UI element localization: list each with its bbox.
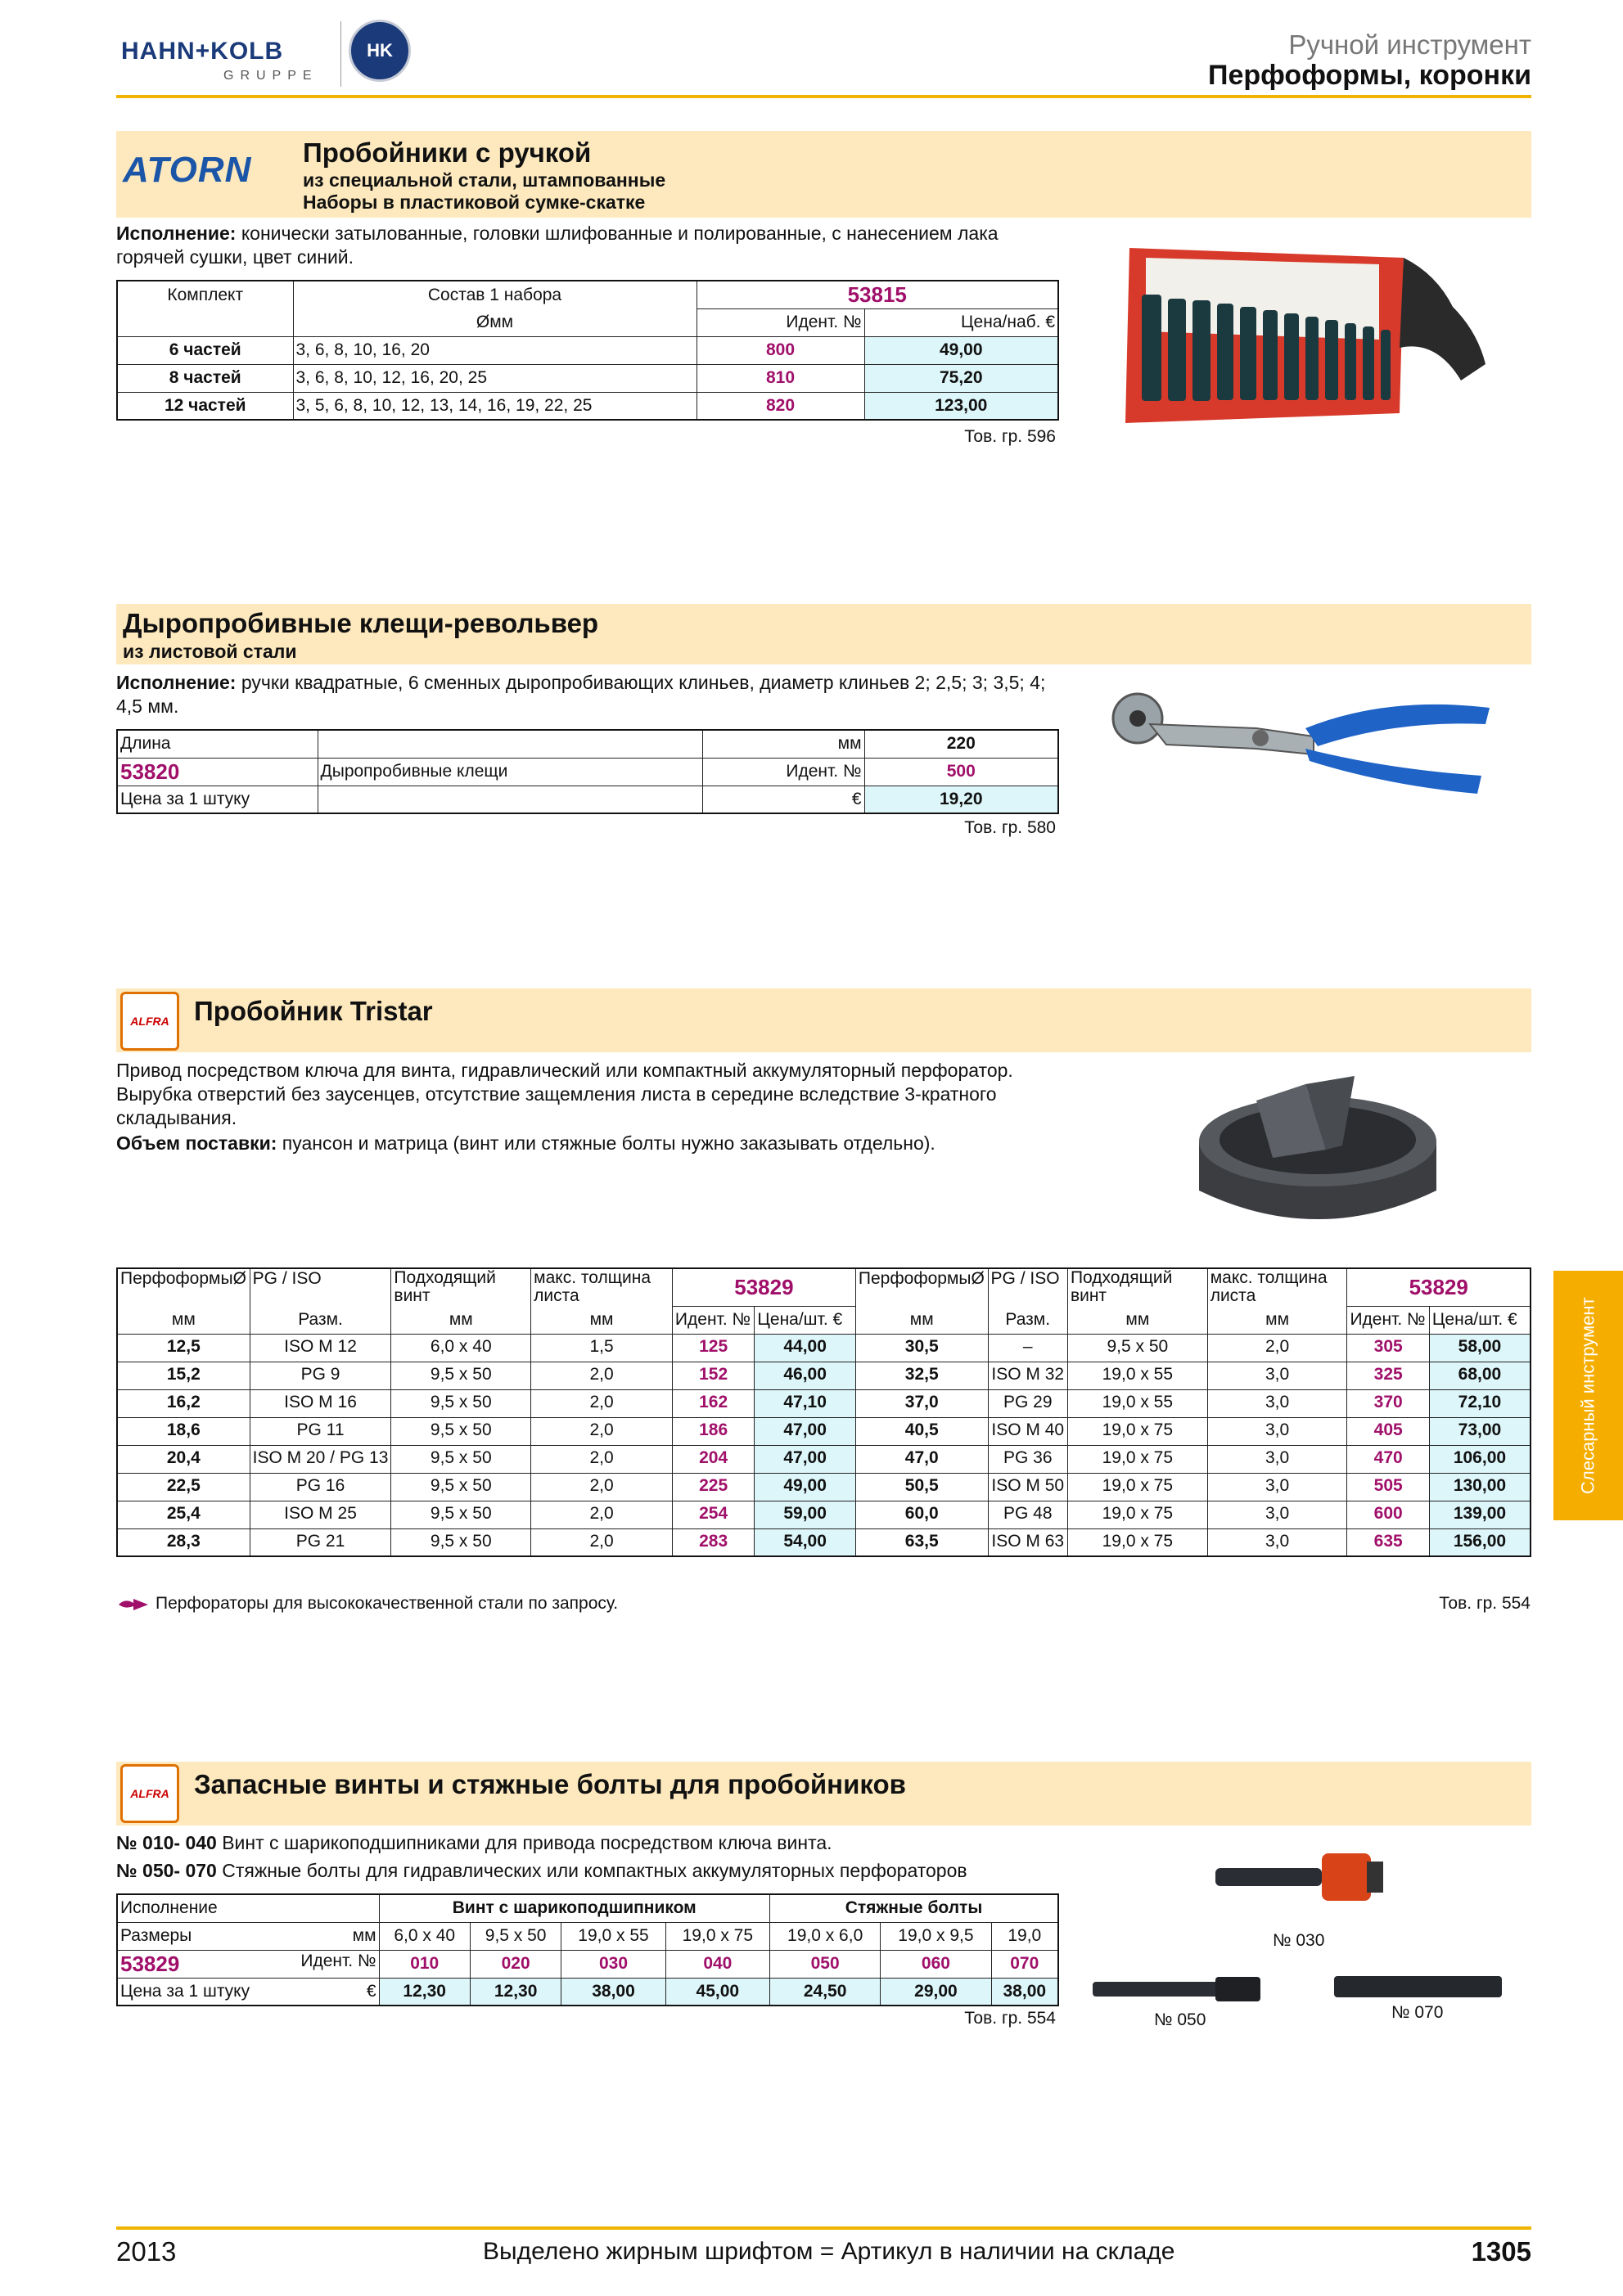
brand-sub: GRUPPE (223, 69, 318, 83)
table-row: 16,2 ISO M 16 9,5 x 50 2,0 162 47,10 37,0 PG 29 19,0 x 55 3,0 370 72,10 (117, 1389, 1531, 1417)
section4-group: Тов. гр. 554 (964, 2009, 1056, 2028)
section2-sub: из листовой стали (123, 641, 297, 662)
brand-name: HAHN+KOLB (121, 38, 284, 65)
table-row: 12,5 ISO M 12 6,0 x 40 1,5 125 44,00 30,5 – 9,5 x 50 2,0 305 58,00 (117, 1334, 1531, 1362)
label-070: № 070 (1391, 2003, 1444, 2022)
section2-group: Тов. гр. 580 (964, 818, 1056, 837)
footer-rule (116, 2226, 1531, 2230)
footer-legend: Выделено жирным шрифтом = Артикул в наличии на складе (483, 2238, 1175, 2265)
footer-year: 2013 (116, 2236, 177, 2267)
table-row: 15,2 PG 9 9,5 x 50 2,0 152 46,00 32,5 ISO M 32 19,0 x 55 3,0 325 68,00 (117, 1362, 1531, 1389)
hk-emblem-icon: HK (349, 20, 411, 82)
table-row: 25,4 ISO M 25 9,5 x 50 2,0 254 59,00 60,0 PG 48 19,0 x 75 3,0 600 139,00 (117, 1501, 1531, 1528)
table-row: 6 частей 3, 6, 8, 10, 16, 20 800 49,00 (117, 336, 1058, 364)
subcategory-title: Перфоформы, коронки (1208, 60, 1531, 91)
page-number: 1305 (1471, 2236, 1531, 2267)
article-53829: 53829 (120, 1951, 180, 1976)
table-row: 18,6 PG 11 9,5 x 50 2,0 186 47,00 40,5 ISO M 40 19,0 x 75 3,0 405 73,00 (117, 1417, 1531, 1445)
header-rule (116, 95, 1531, 98)
section4-line1: № 010- 040 Винт с шарикоподшипниками для привода посредством ключа винта. (116, 1832, 832, 1853)
section1-sub2: Наборы в пластиковой сумке-скатке (303, 191, 646, 213)
table-row: 28,3 PG 21 9,5 x 50 2,0 283 54,00 63,5 ISO M 63 19,0 x 75 3,0 635 156,00 (117, 1528, 1531, 1556)
label-050: № 050 (1154, 2010, 1206, 2029)
punch-pliers-image (1101, 679, 1494, 810)
section3-title: Пробойник Tristar (194, 996, 433, 1026)
table-row: 12 частей 3, 5, 6, 8, 10, 12, 13, 14, 16, 19, 22, 25 820 123,00 (117, 392, 1058, 420)
section1-table: Комплект Состав 1 набора 53815 Øмм Идент. № Цена/наб. € 6 частей 3, 6, 8, 10, 16, 20 800 49,00 8 частей 3, 6, 8, 10, 12, 16, 20, 25 810 75,20 12 частей 3, 5, 6, 8, 10, 12, 13, 14, 16, 19, 22, 25 820 123,00 (116, 280, 1059, 421)
section4-line2: № 050- 070 Стяжные болты для гидравлических или компактных аккумуляторных перфораторов (116, 1860, 967, 1881)
screw-030-image (1211, 1845, 1387, 1911)
table-row: 8 частей 3, 6, 8, 10, 12, 16, 20, 25 810 75,20 (117, 364, 1058, 392)
bolt-070-image (1334, 1970, 1506, 2002)
side-tab[interactable]: Слесарный инструмент (1553, 1271, 1623, 1520)
label-030: № 030 (1273, 1931, 1325, 1950)
arrow-icon (117, 1596, 150, 1613)
section3-table: ПерфоформыØ PG / ISO Подходящий винт макс. толщина листа 53829 ПерфоформыØ PG / ISO Подходящий винт макс. толщина листа 53829 мм Разм. мм мм Идент. № Цена/шт. € мм Разм. мм мм Идент. № Цена/шт. € 12,5 ISO M 12 6,0 x 40 1,5 125 44,00 30,5 – 9,5 x 50 2,0 305 58,00 15,2 PG 9 9,5 x 50 2,0 152 46,00 32,5 ISO M 32 19,0 x 55 3,0 325 68,00 16,2 ISO M 16 9,5 x 50 2,0 162 47,10 37,0 PG 29 19,0 x 55 3,0 370 72,10 18,6 PG 11 9,5 x 50 2,0 186 47,00 40,5 ISO M 40 19,0 x 75 3,0 405 73,00 20,4 ISO M 20 / PG 13 9,5 x 50 2,0 204 47,00 47,0 PG 36 19,0 x 75 3,0 470 106,00 22,5 PG 16 9,5 x 50 2,0 225 49,00 50,5 ISO M 50 19,0 x 75 3,0 505 130,00 25,4 ISO M 25 9,5 x 50 2,0 254 59,00 60,0 PG 48 19,0 x 75 3,0 600 139,00 28,3 PG 21 9,5 x 50 2,0 283 54,00 63,5 ISO M 63 19,0 x 75 3,0 635 156,00 (116, 1267, 1531, 1557)
section1-desc: Исполнение: конически затылованные, головки шлифованные и полированные, с нанесением лака горячей сушки, цвет синий. (116, 223, 999, 268)
atorn-logo: ATORN (123, 150, 252, 190)
section2-title: Дыропробивные клещи-револьвер (123, 608, 599, 638)
tristar-punch-image (1191, 1060, 1445, 1240)
section4-table: Исполнение Винт с шарикоподшипником Стяжные болты Размеры мм 6,0 x 40 9,5 x 50 19,0 x 55 19,0 x 75 19,0 x 6,0 19,0 x 9,5 19,0 53829 Идент. № 010 020 030 040 050 060 070 Цена за 1 штуку € 12,30 12,30 38,00 45,00 24,50 29,00 38,00 (116, 1893, 1059, 2006)
article-53820: 53820 (117, 758, 318, 786)
section1-sub1: из специальной стали, штампованные (303, 169, 666, 191)
table-row: 20,4 ISO M 20 / PG 13 9,5 x 50 2,0 204 47,00 47,0 PG 36 19,0 x 75 3,0 470 106,00 (117, 1445, 1531, 1473)
section3-desc2: Вырубка отверстий без заусенцев, отсутствие защемления листа в середине вследствие 3-кратного складывания. (116, 1083, 997, 1128)
alfra-logo: ALFRA (120, 992, 179, 1051)
punch-set-image (1109, 241, 1502, 430)
section3-scope: Объем поставки: пуансон и матрица (винт или стяжные болты нужно заказывать отдельно). (116, 1132, 935, 1154)
section1-title: Пробойники с ручкой (303, 137, 592, 168)
category-title: Ручной инструмент (1288, 29, 1531, 60)
section2-desc: Исполнение: ручки квадратные, 6 сменных дыропробивающих клиньев, диаметр клиньев 2; 2,5; 3; 3,5; 4; 4,5 мм. (116, 672, 1046, 717)
section3-note: Перфораторы для высококачественной стали по запросу. (156, 1594, 619, 1613)
section2-table: Длина мм 220 53820 Дыропробивные клещи Идент. № 500 Цена за 1 штуку € 19,20 (116, 729, 1059, 814)
section3-group: Тов. гр. 554 (1439, 1594, 1531, 1613)
section3-desc1: Привод посредством ключа для винта, гидравлический или компактный аккумуляторный перфоратор. (116, 1060, 1013, 1081)
article-53815: 53815 (697, 281, 1058, 308)
table-row: 22,5 PG 16 9,5 x 50 2,0 225 49,00 50,5 ISO M 50 19,0 x 75 3,0 505 130,00 (117, 1473, 1531, 1501)
brand-logo (121, 33, 416, 90)
section1-group: Тов. гр. 596 (964, 427, 1056, 446)
alfra-logo: ALFRA (120, 1764, 179, 1823)
section4-title: Запасные винты и стяжные болты для пробойников (194, 1769, 906, 1799)
bolt-050-image (1093, 1972, 1265, 2005)
